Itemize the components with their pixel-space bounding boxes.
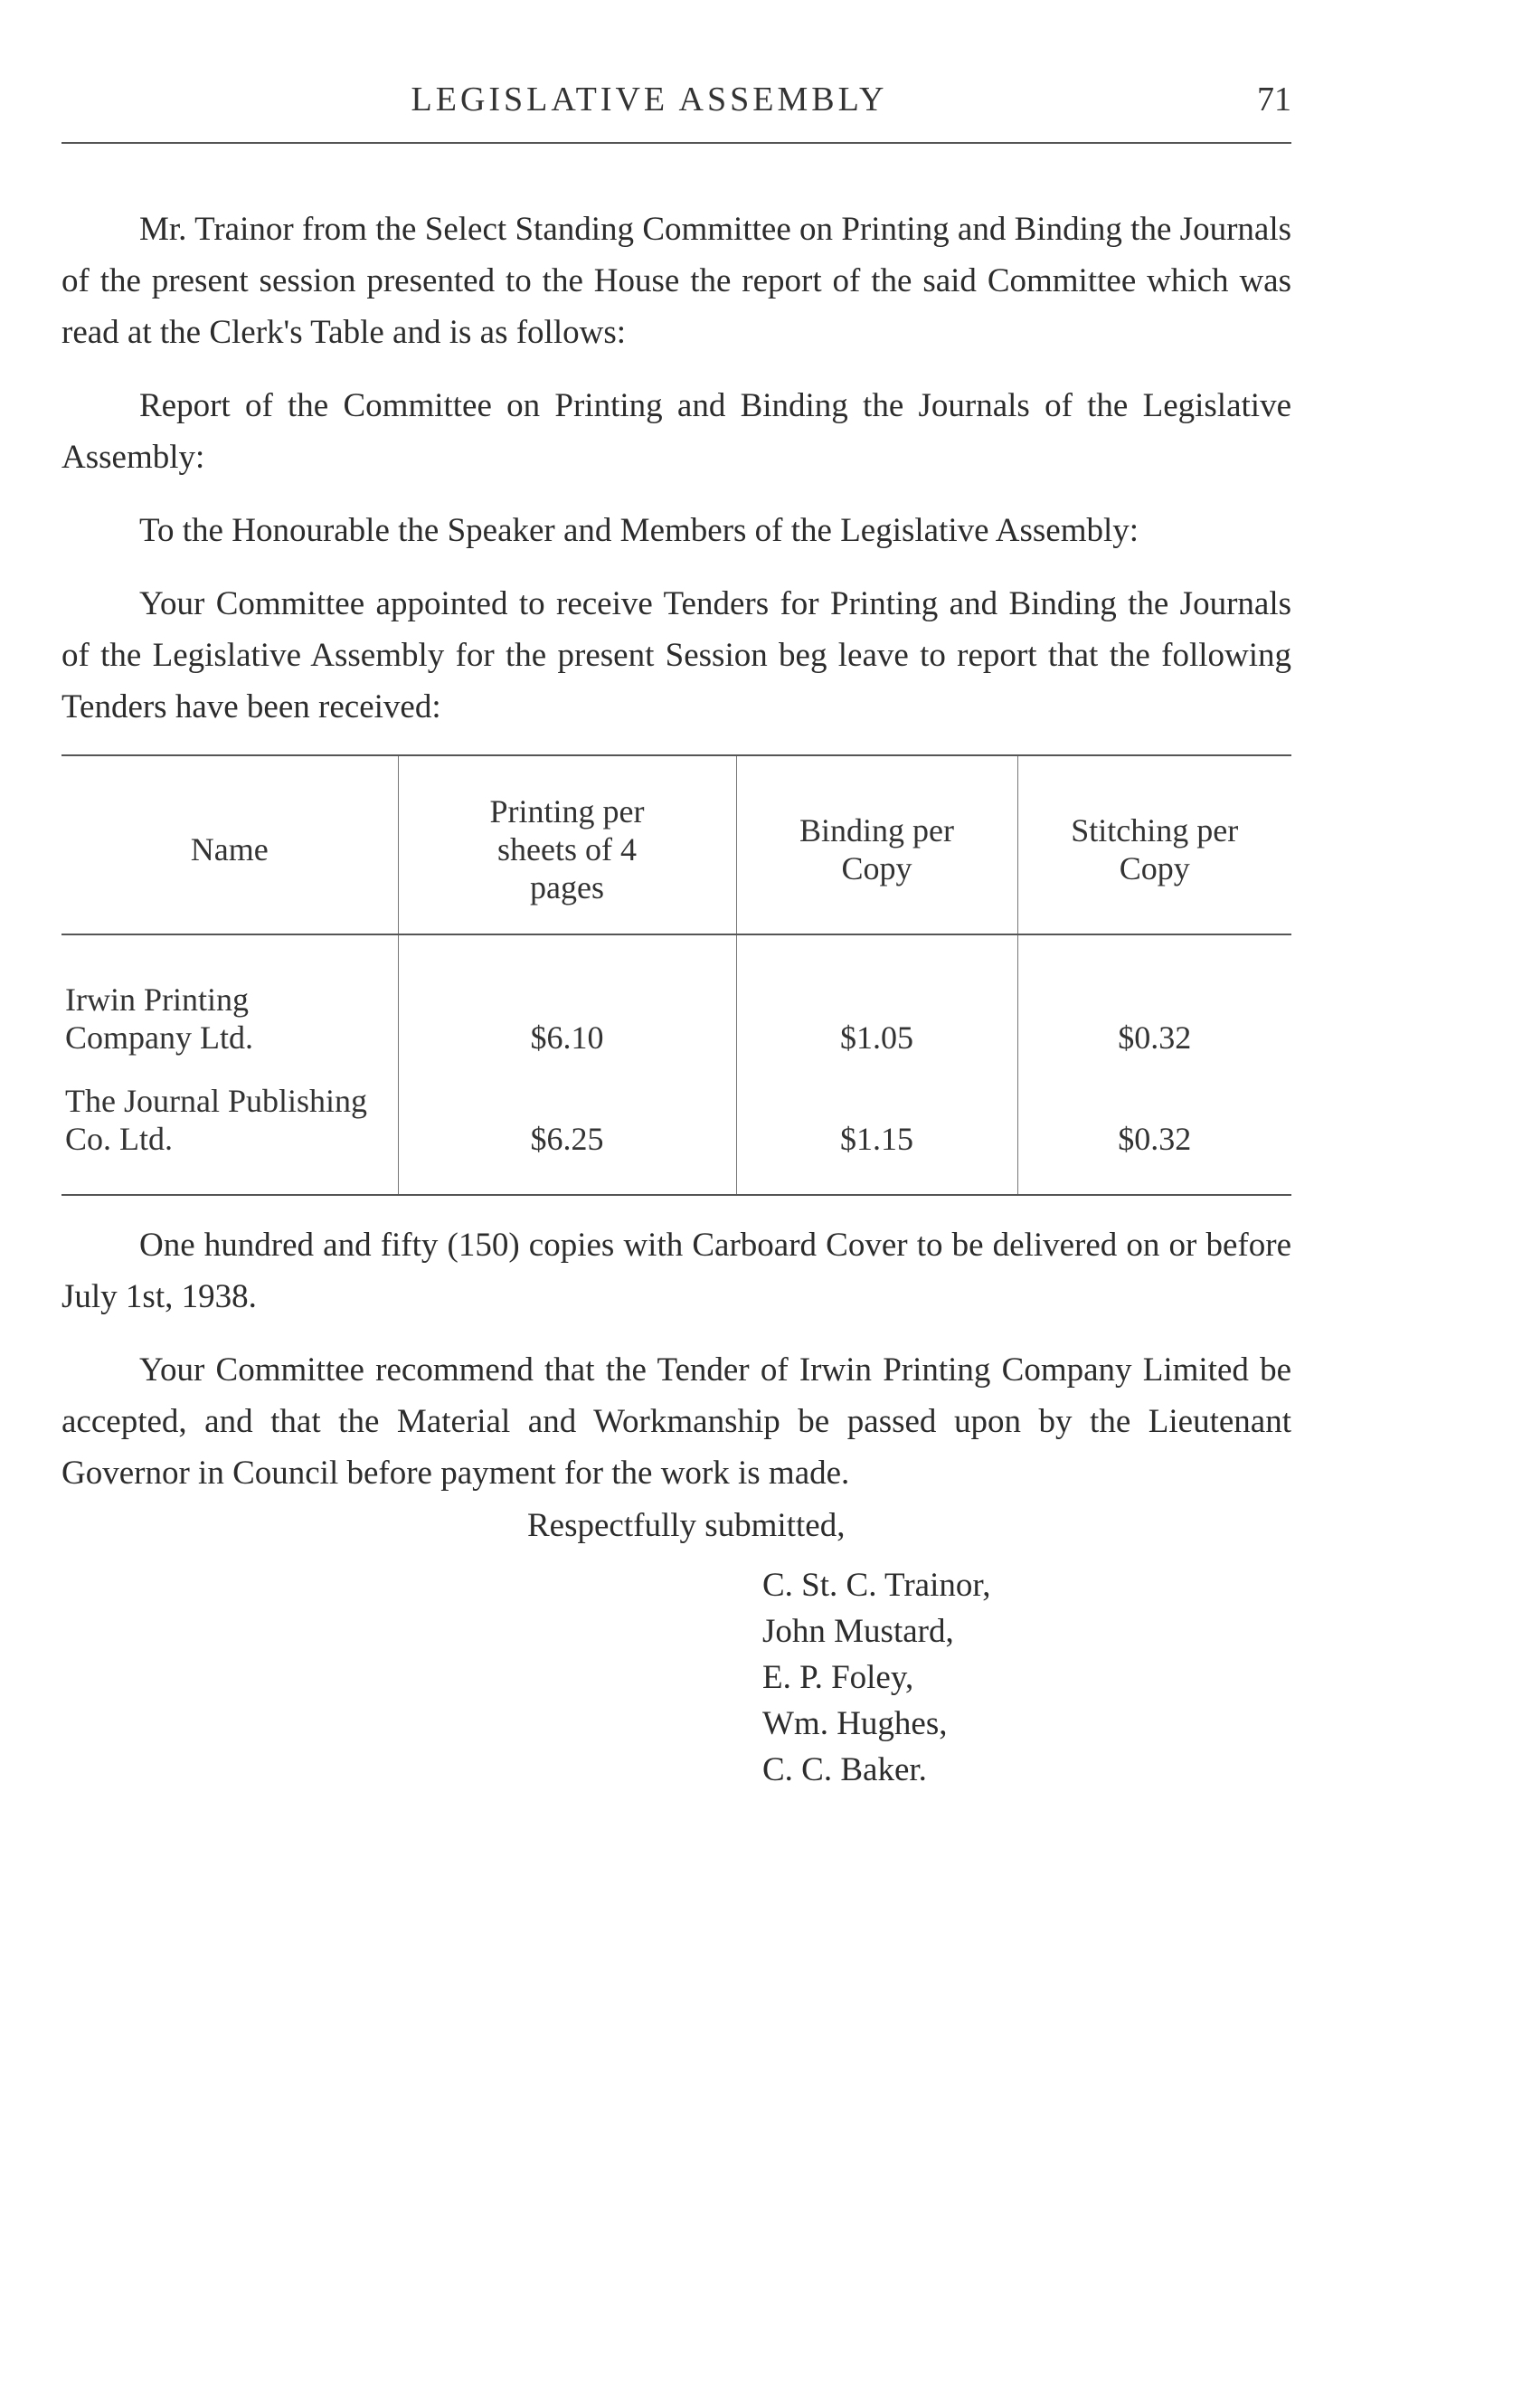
cell-binding-price: $1.15: [736, 1057, 1017, 1195]
signatory-name: E. P. Foley,: [762, 1659, 914, 1696]
header-name-label: Name: [190, 831, 269, 867]
signatory-list: [762, 1562, 1291, 1793]
cell-name: [61, 934, 398, 1057]
tenders-table: [61, 754, 1291, 1196]
paragraph-recommendation: Your Committee recommend that the Tender of Irwin Printing Company Limited be accepted, and that the Material and Workmanship be passed upon by the Lieutenant Governor in Council before payment for the work is made.: [61, 1351, 1291, 1492]
paragraph-copies: One hundred and fifty (150) copies with Carboard Cover to be delivered on or before July 1st, 1938.: [61, 1227, 1291, 1315]
cell-stitching-price: $0.32: [1017, 1057, 1291, 1195]
cell-printing-price: $6.10: [398, 934, 736, 1057]
header-binding-label: Binding per Copy: [799, 812, 954, 886]
cell-stitching-price: $0.32: [1017, 934, 1291, 1057]
header-name: [61, 755, 398, 934]
header-stitching-label: Stitching per Copy: [1071, 812, 1239, 886]
cell-name-text: Irwin Printing Company Ltd.: [65, 981, 253, 1056]
cell-name-text: The Journal Publishing Co. Ltd.: [65, 1083, 367, 1157]
paragraph-report-title: Report of the Committee on Printing and Binding the Journals of the Legislative Assembly:: [61, 387, 1291, 476]
table-row: [61, 1057, 1291, 1195]
closing-line: Respectfully submitted,: [527, 1507, 846, 1544]
paragraph-address: To the Honourable the Speaker and Members of the Legislative Assembly:: [139, 512, 1139, 549]
table-row: [61, 934, 1291, 1057]
header-binding: [736, 755, 1017, 934]
cell-binding-price: $1.05: [736, 934, 1017, 1057]
running-title: LEGISLATIVE ASSEMBLY: [411, 81, 888, 119]
header-rule: [61, 142, 1291, 144]
signatory-name: C. St. C. Trainor,: [762, 1567, 991, 1604]
signatory-name: John Mustard,: [762, 1613, 954, 1650]
page-number: 71: [1257, 81, 1291, 119]
signatory-name: Wm. Hughes,: [762, 1705, 948, 1742]
header-printing: [398, 755, 736, 934]
running-head: [61, 80, 1291, 125]
paragraph-intro: Mr. Trainor from the Select Standing Committee on Printing and Binding the Journals of the present session presented to the House the report of the said Committee which was read at the Clerk's Table and is as follows:: [61, 211, 1291, 351]
cell-printing-price: $6.25: [398, 1057, 736, 1195]
cell-name: [61, 1057, 398, 1195]
body-text: [61, 204, 1291, 1793]
header-stitching: [1017, 755, 1291, 934]
header-printing-label: Printing per sheets of 4 pages: [489, 793, 645, 905]
signatory-name: C. C. Baker.: [762, 1751, 927, 1788]
document-page: [61, 0, 1291, 2408]
paragraph-tenders: Your Committee appointed to receive Tenders for Printing and Binding the Journals of the Legislative Assembly for the present Session beg leave to report that the following Tenders have been received:: [61, 585, 1291, 725]
table-header-row: [61, 755, 1291, 934]
